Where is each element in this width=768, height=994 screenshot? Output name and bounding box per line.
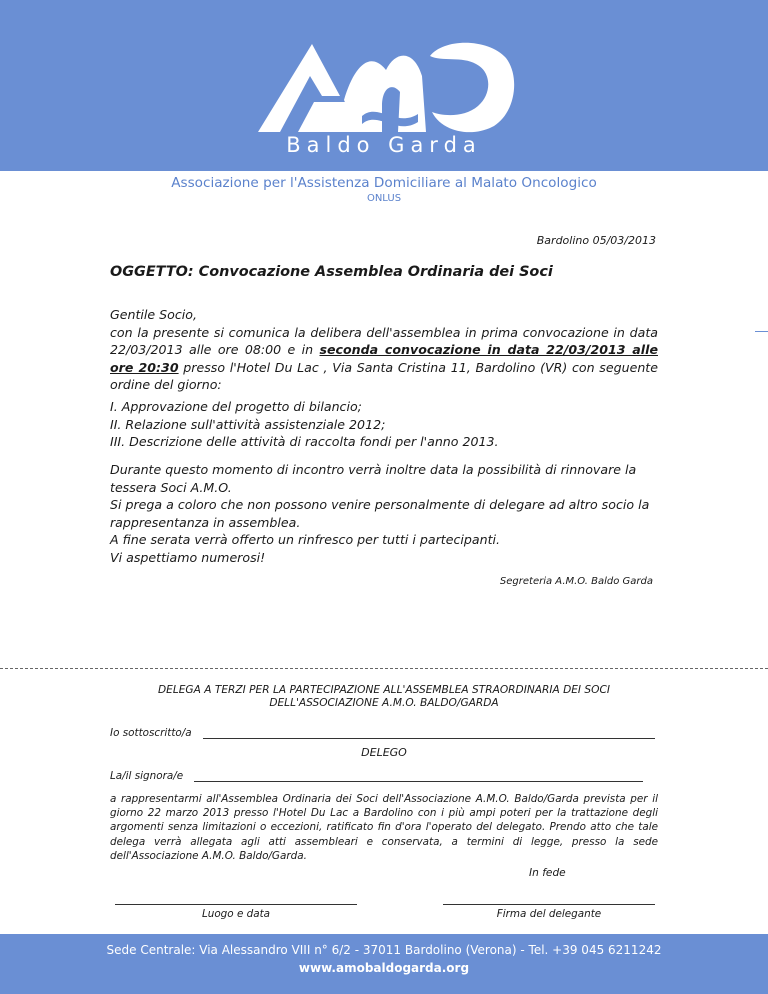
second-convocation: seconda convocazione in data 22/03/2013 alle ore 20:30 [110, 342, 658, 375]
footer-address: Sede Centrale: Via Alessandro VIII n° 6/2 - 37011 Bardolino (Verona) - Tel. +39 045 6211242 [106, 943, 662, 957]
letter-signature: Segreteria A.M.O. Baldo Garda [499, 576, 653, 587]
amo-logo [258, 36, 518, 136]
letter-date: Bardolino 05/03/2013 [536, 234, 656, 247]
closing-line: Vi aspettiamo numerosi! [110, 549, 266, 565]
closing-line: A fine serata verrà offerto un rinfresco per tutti i partecipanti. [110, 532, 501, 547]
letter-closing [110, 461, 658, 566]
association-name: Associazione per l'Assistenza Domiciliare al Malato Oncologico [171, 175, 597, 191]
header-banner [0, 0, 768, 171]
firma-label: Firma del delegante [496, 908, 602, 920]
letter-intro [110, 306, 658, 394]
onlus-label: ONLUS [366, 193, 402, 204]
convocation-text: con la presente si comunica la delibera dell'assemblea in prima convocazione in data 22/03/2013 alle ore 08:00 e in seconda convocazione in data 22/03/2013 alle ore 20:30 presso l'Hotel Du Lac , Via Santa Cristina 11, Bardolino (VR) con seguente ordine del giorno: [110, 324, 658, 392]
signora-label: La/il signora/e [110, 770, 184, 782]
brand-name: Baldo Garda [286, 133, 482, 157]
agenda-item: II. Relazione sull'attività assistenziale 2012; [110, 416, 386, 432]
footer-banner [0, 934, 768, 994]
firma-field[interactable] [443, 904, 655, 905]
closing-line: Si prega a coloro che non possono venire personalmente di delegare ad altro socio la rappresentanza in assemblea. [110, 497, 650, 530]
letter-subject: OGGETTO: Convocazione Assemblea Ordinaria dei Soci [110, 264, 553, 280]
greeting: Gentile Socio, [110, 307, 198, 322]
delega-title: DELEGA A TERZI PER LA PARTECIPAZIONE ALL'ASSEMBLEA STRAORDINARIA DEI SOCI DELL'ASSOCIAZIONE A.M.O. BALDO/GARDA [157, 684, 611, 709]
agenda-item: I. Approvazione del progetto di bilancio; [110, 399, 362, 414]
io-sottoscritto-field[interactable] [203, 738, 655, 739]
signora-field[interactable] [194, 781, 643, 782]
closing-line: Durante questo momento di incontro verrà inoltre data la possibilità di rinnovare la tessera Soci A.M.O. [110, 462, 637, 495]
luogo-data-field[interactable] [115, 904, 357, 905]
agenda-list [110, 398, 658, 451]
agenda-item: III. Descrizione delle attività di raccolta fondi per l'anno 2013. [110, 434, 499, 449]
luogo-data-label: Luogo e data [201, 908, 271, 920]
io-sottoscritto-label: Io sottoscritto/a [110, 727, 192, 739]
in-fede-label: In fede [529, 867, 566, 879]
delega-text: a rappresentarmi all'Assemblea Ordinaria dei Soci dell'Associazione A.M.O. Baldo/Garda prevista per il giorno 22 marzo 2013 presso l'Hotel Du Lac a Bardolino con i più ampi poteri per la trattazione degli argomenti senza limitazioni o eccezioni, ratificato fin d'ora l'operato del delegato. Prendo atto che tale delega verrà allegata agli atti assembleari e conservata, a termini di legge, presso la sede dell'Associazione A.M.O. Baldo/Garda. [110, 793, 658, 862]
cut-line [0, 668, 768, 669]
footer-website[interactable]: www.amobaldogarda.org [298, 961, 470, 975]
delego-label: DELEGO [361, 746, 407, 759]
margin-mark [755, 331, 768, 332]
